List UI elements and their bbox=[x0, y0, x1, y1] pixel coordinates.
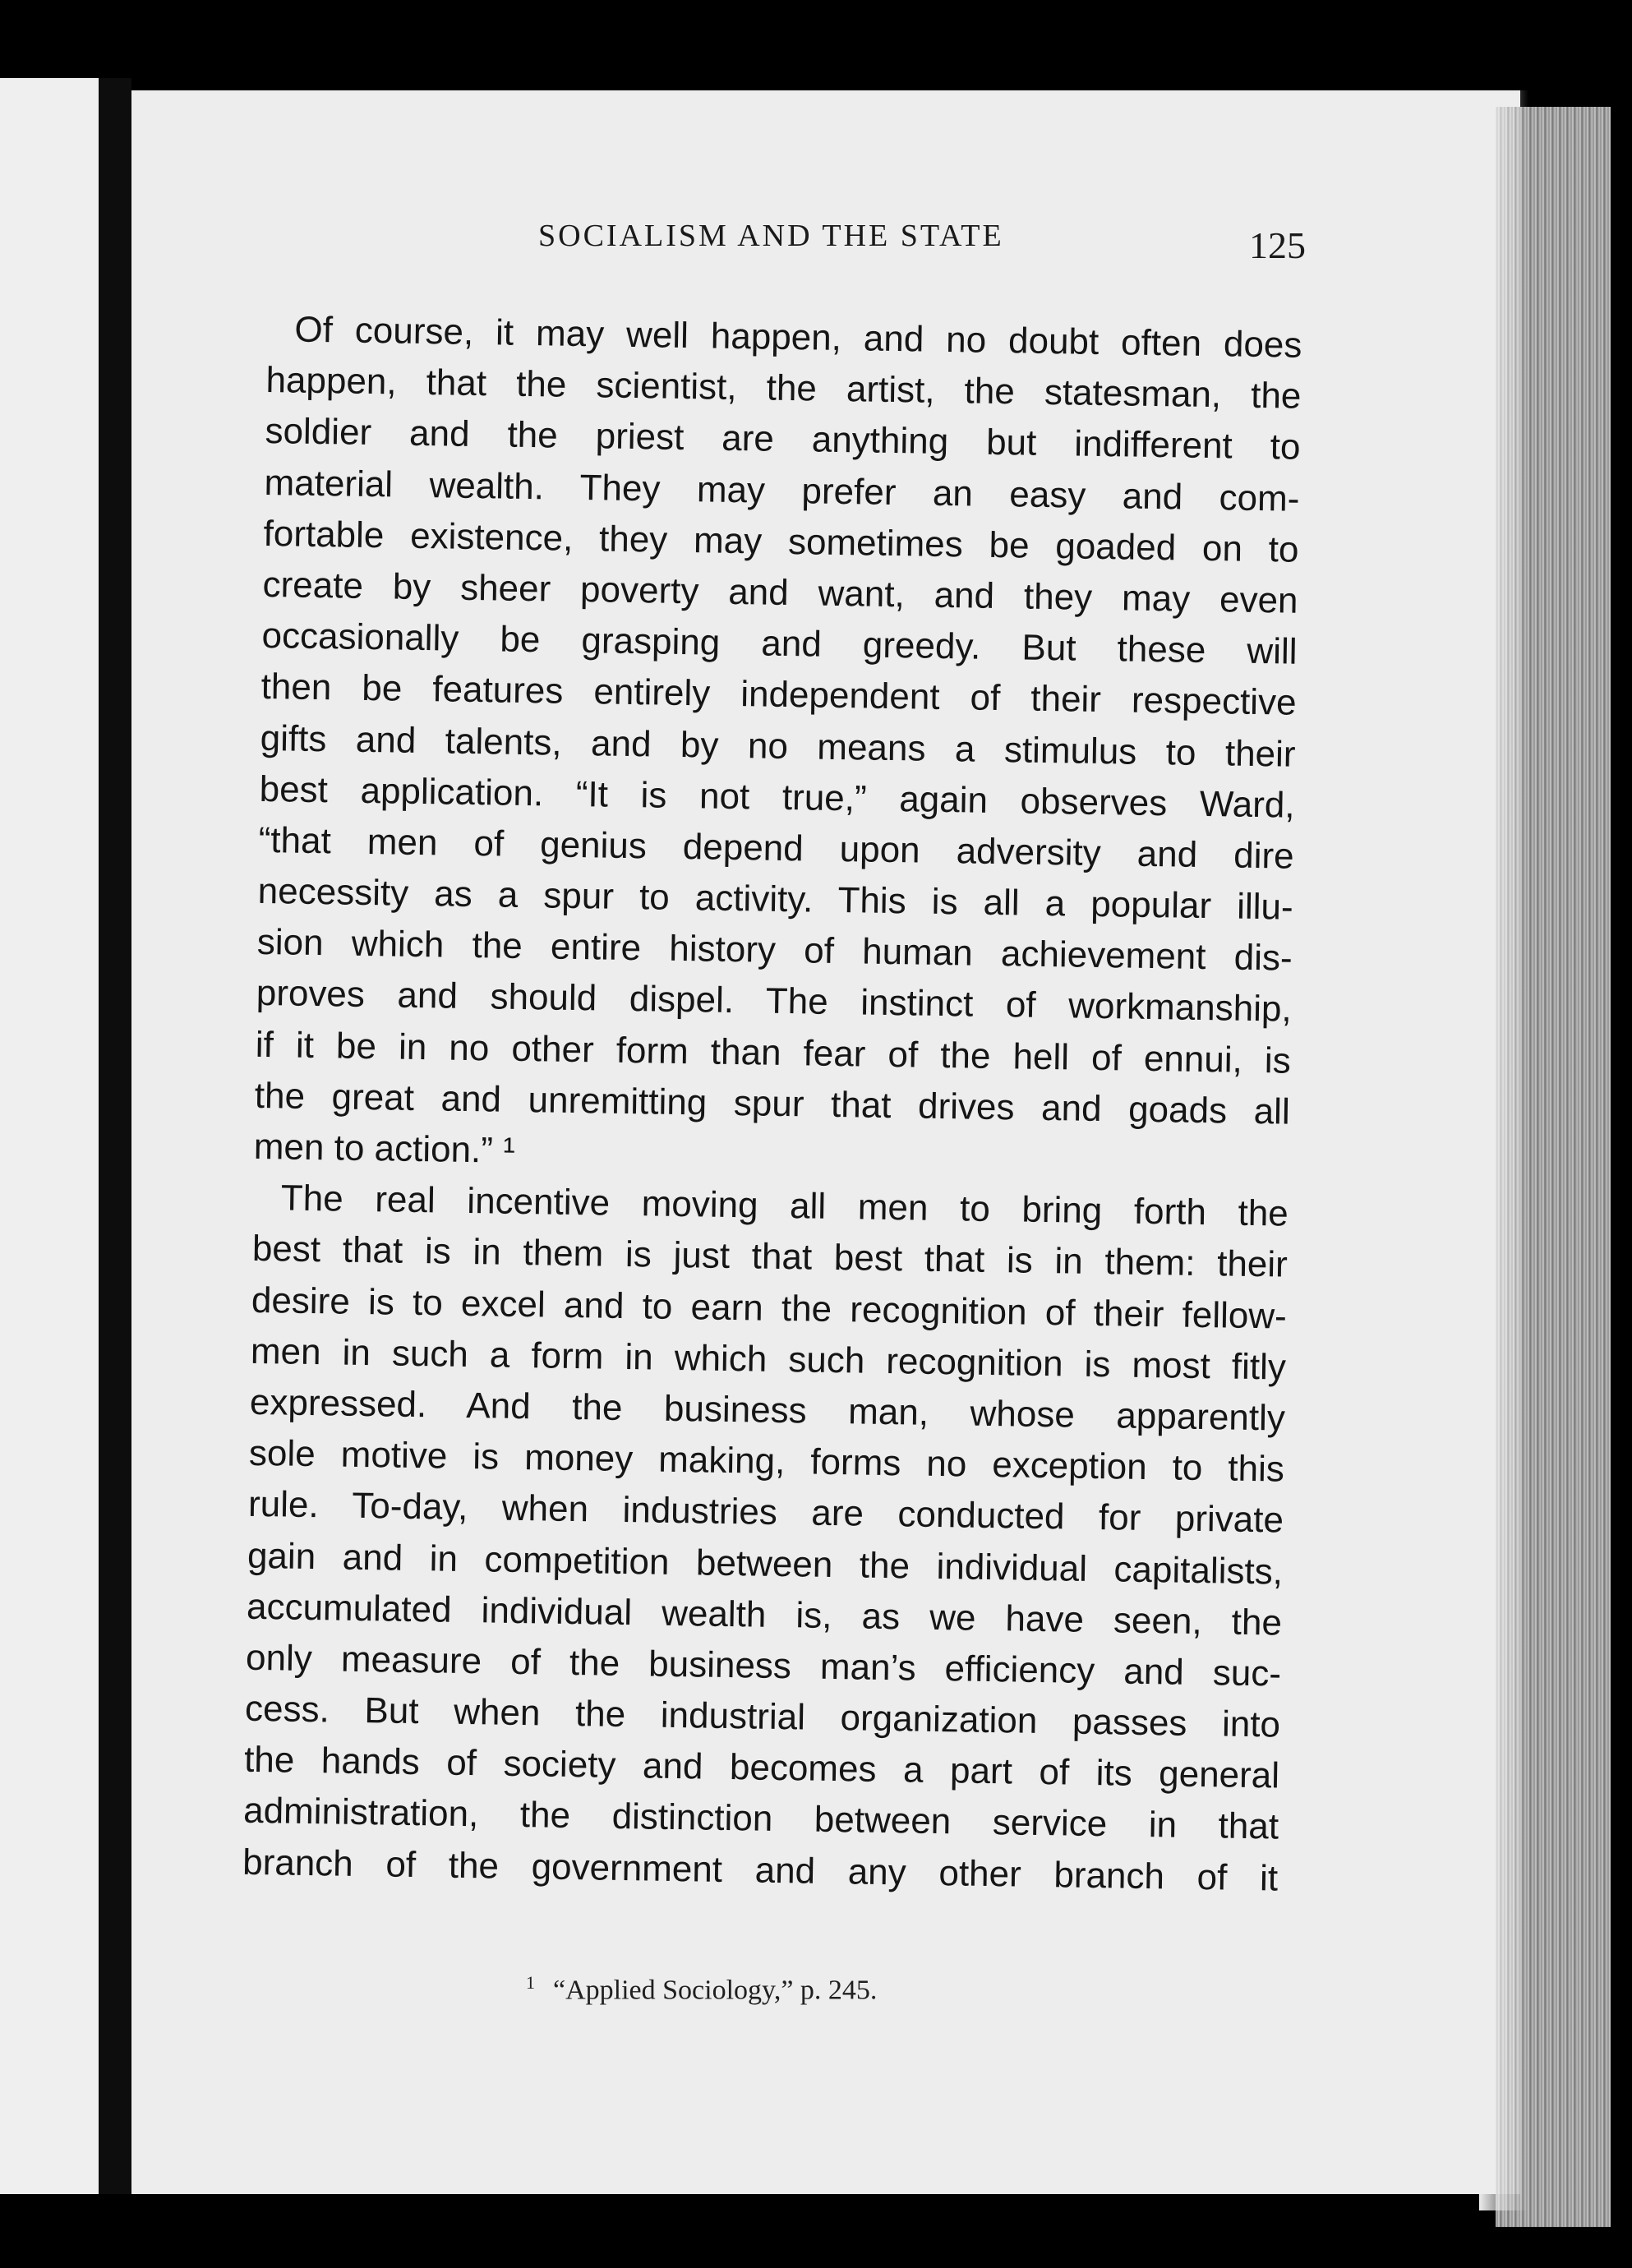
text-line: gain and in competition between the individual capitalists, bbox=[247, 1535, 1284, 1593]
text-line: material wealth. They may prefer an easy and com- bbox=[264, 462, 1300, 519]
text-line: fortable existence, they may sometimes be goaded on to bbox=[263, 513, 1299, 570]
text-line: best that is in them is just that best that is in them: their bbox=[251, 1228, 1289, 1286]
text-line: expressed. And the business man, whose apparently bbox=[249, 1381, 1286, 1439]
paragraph bbox=[242, 1173, 1289, 1904]
running-head: SOCIALISM AND THE STATE bbox=[538, 219, 1004, 253]
text-line: happen, that the scientist, the artist, the statesman, the bbox=[265, 360, 1302, 417]
text-line: “that men of genius depend upon adversity and dire bbox=[258, 819, 1294, 877]
text-line: cess. But when the industrial organization passes into bbox=[244, 1688, 1281, 1745]
page-number: 125 bbox=[1249, 224, 1306, 266]
text-line: soldier and the priest are anything but indifferent to bbox=[265, 411, 1301, 468]
text-line: men to action.” ¹ bbox=[253, 1126, 516, 1171]
book-spine bbox=[99, 78, 131, 2194]
text-line: the hands of society and becomes a part of its general bbox=[243, 1740, 1280, 1796]
text-line: the great and unremitting spur that drives and goads all bbox=[254, 1075, 1291, 1132]
text-line: The real incentive moving all men to bring forth the bbox=[280, 1178, 1289, 1234]
text-line: administration, the distinction between service in that bbox=[242, 1791, 1279, 1847]
text-line: rule. To-day, when industries are conducted for private bbox=[247, 1484, 1284, 1541]
footnote-mark: 1 bbox=[526, 1972, 535, 1993]
text-line: sion which the entire history of human achievement dis- bbox=[256, 922, 1293, 979]
paragraph bbox=[253, 304, 1302, 1189]
body-text bbox=[242, 304, 1302, 1904]
text-line: sole motive is money making, forms no exception to this bbox=[248, 1432, 1285, 1490]
text-line: create by sheer poverty and want, and they may even bbox=[262, 564, 1298, 621]
text-line: Of course, it may well happen, and no doubt often does bbox=[294, 309, 1302, 366]
footnote bbox=[526, 1972, 877, 2006]
text-line: proves and should dispel. The instinct of workmanship, bbox=[256, 973, 1293, 1030]
text-line: occasionally be grasping and greedy. But these will bbox=[261, 615, 1298, 672]
text-line: desire is to excel and to earn the recognition of their fellow- bbox=[251, 1279, 1288, 1337]
footnote-text: “Applied Sociology,” p. 245. bbox=[553, 1975, 878, 2006]
text-line: branch of the government and any other branch of it bbox=[242, 1842, 1279, 1899]
text-line: accumulated individual wealth is, as we have seen, the bbox=[246, 1586, 1283, 1643]
text-line: best application. “It is not true,” again observes Ward, bbox=[259, 768, 1295, 826]
text-line: then be features entirely independent of their respective bbox=[260, 666, 1297, 724]
text-line: if it be in no other form than fear of the hell of ennui, is bbox=[255, 1024, 1292, 1081]
page-edge-shadow bbox=[1479, 90, 1528, 2210]
text-line: only measure of the business man’s efficiency and suc- bbox=[245, 1637, 1282, 1694]
text-line: men in such a form in which such recognition is most fitly bbox=[250, 1330, 1287, 1388]
text-line: necessity as a spur to activity. This is all a popular illu- bbox=[257, 870, 1294, 928]
text-line: gifts and talents, and by no means a stimulus to their bbox=[260, 717, 1296, 775]
